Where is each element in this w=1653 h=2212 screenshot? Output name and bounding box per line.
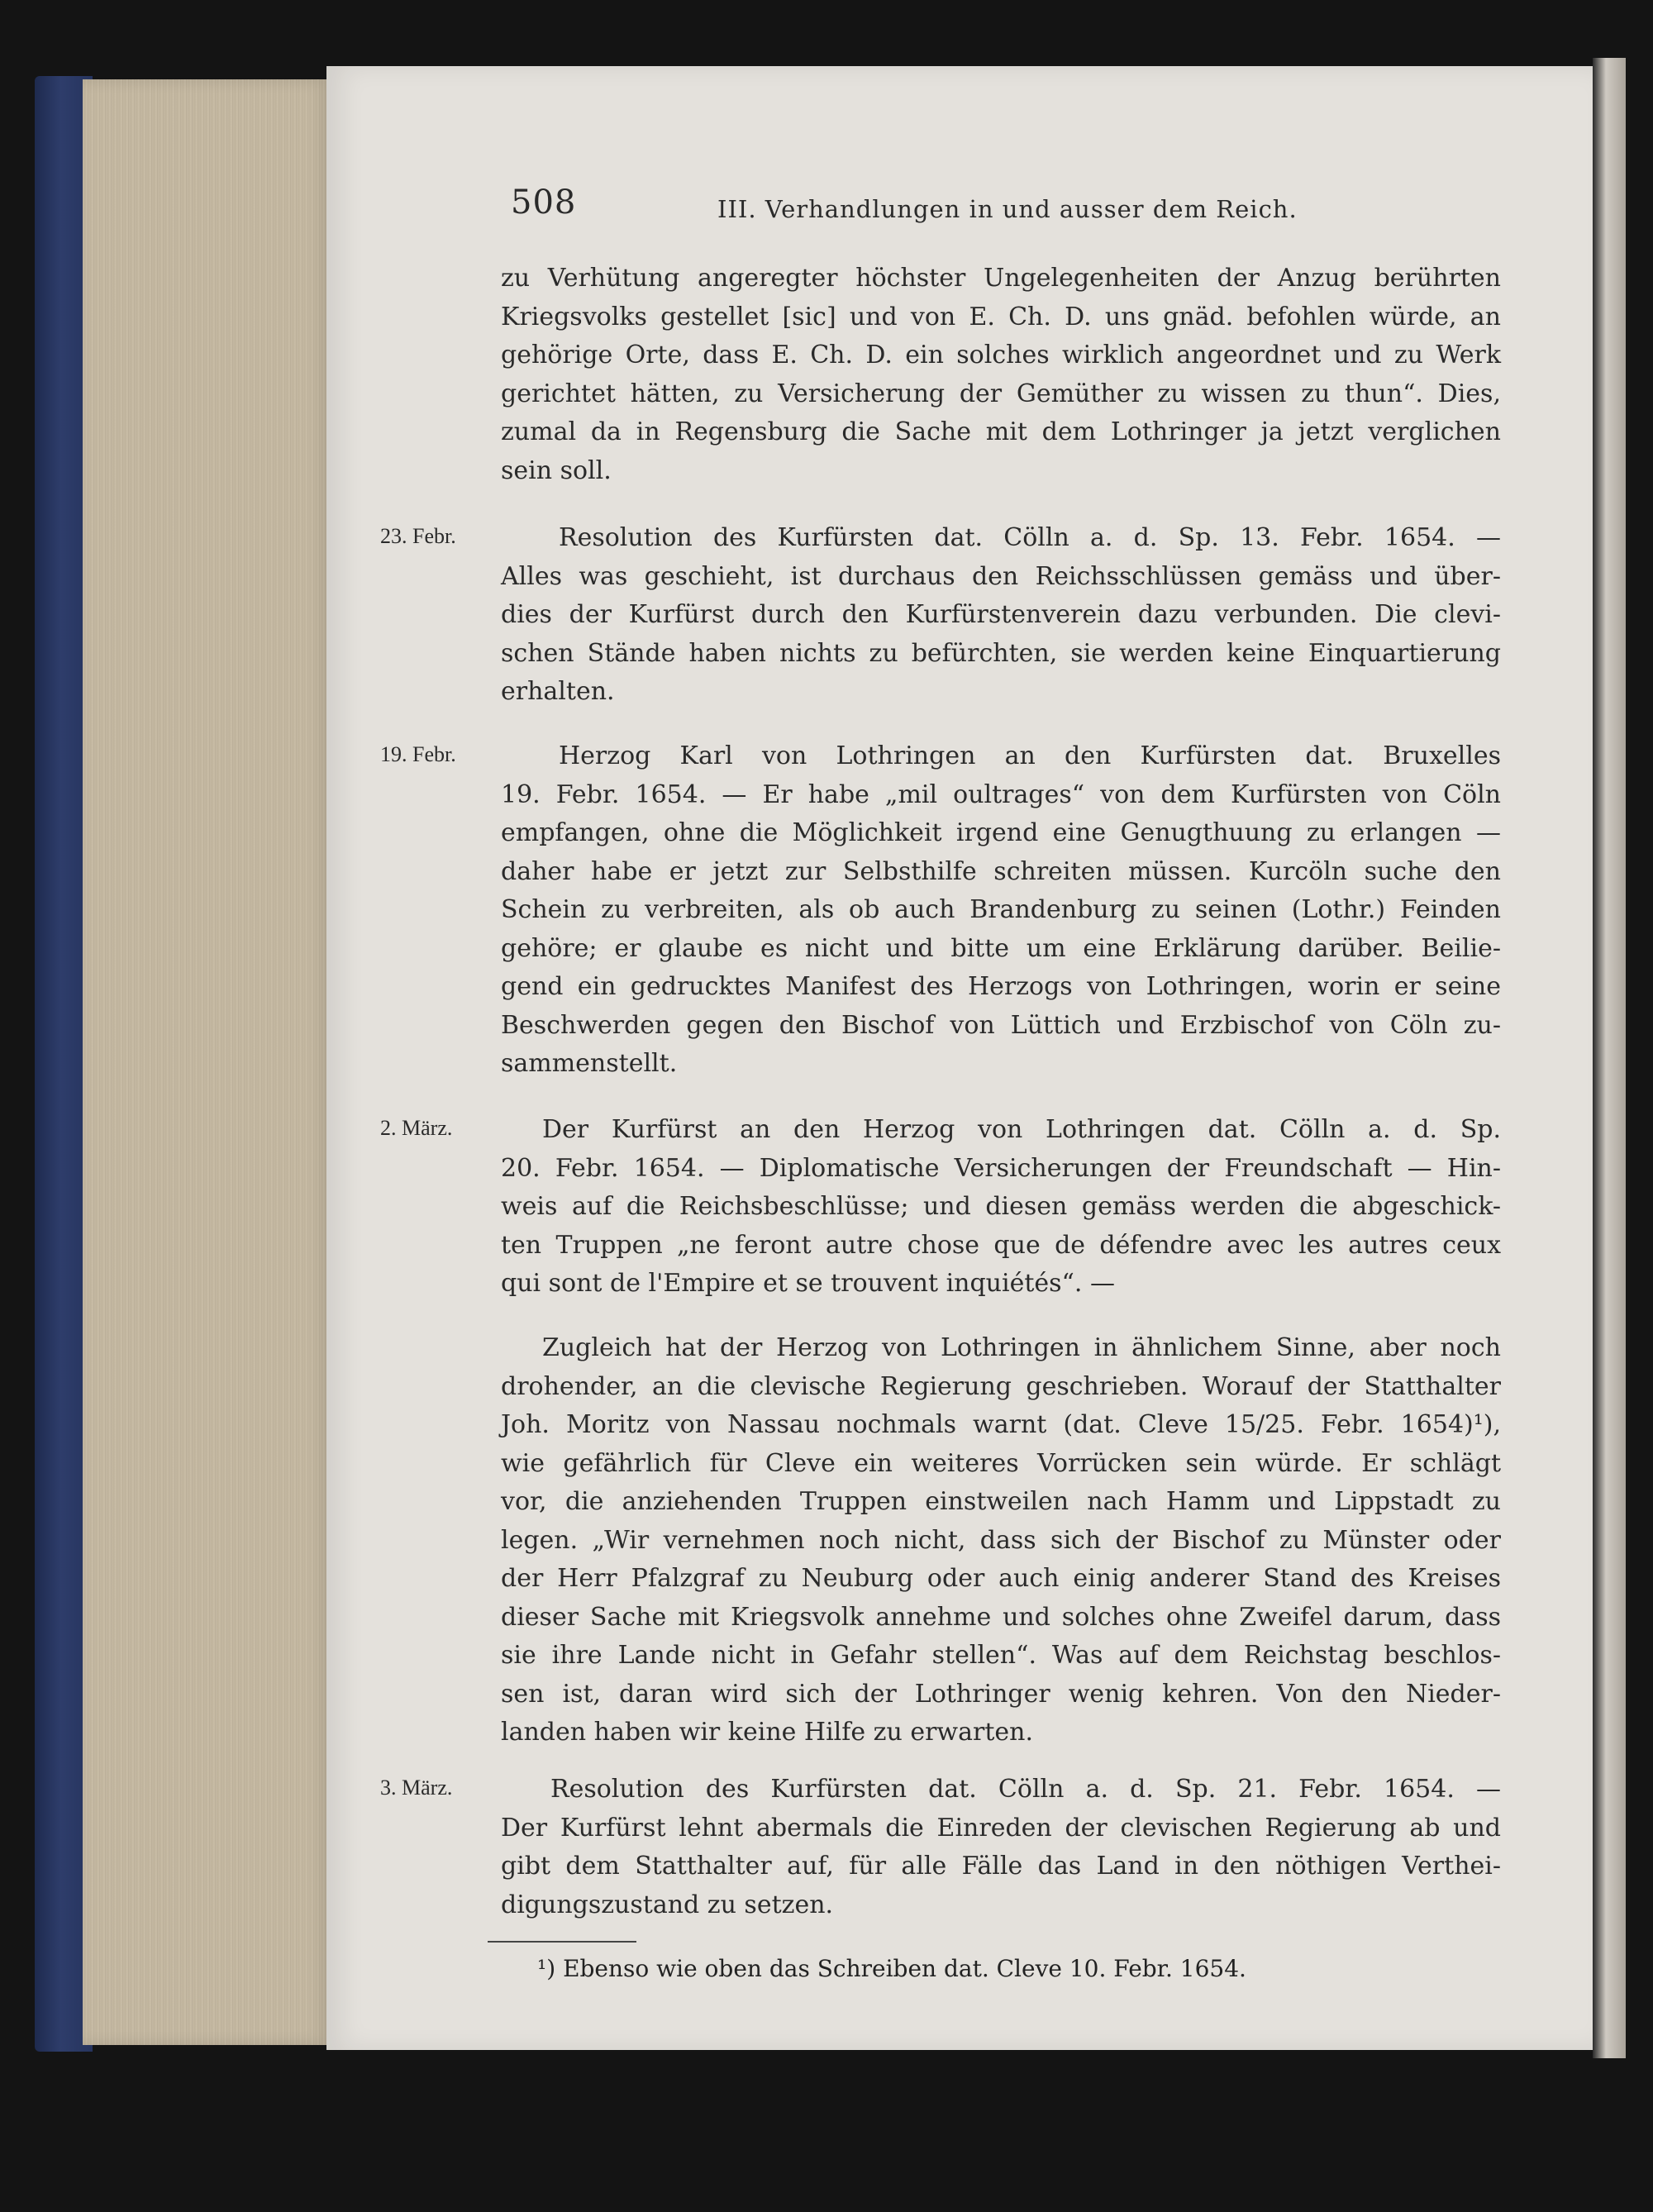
page-header <box>511 184 1337 233</box>
text-line: vor, die anziehenden Truppen einstweilen nach Hamm und Lippstadt zu <box>501 1487 1501 1516</box>
text-line: Resolution des Kurfürsten dat. Cölln a. d. Sp. 13. Febr. 1654. — <box>559 523 1501 552</box>
page-edges <box>83 79 331 2045</box>
text-line: dieser Sache mit Kriegsvolk annehme und solches ohne Zweifel darum, dass <box>501 1602 1501 1632</box>
footnote <box>537 1955 1246 1982</box>
entry-resolution-13-febr <box>501 519 1501 712</box>
entry-herzog-karl <box>501 737 1501 1084</box>
text-line: sammenstellt. <box>501 1049 678 1078</box>
footnote-text: Ebenso wie oben das Schreiben dat. Cleve 10. Febr. 1654. <box>563 1955 1246 1982</box>
footnote-rule <box>488 1941 636 1943</box>
text-line: gehöre; er glaube es nicht und bitte um eine Erklärung darüber. Beilie- <box>501 933 1501 963</box>
text-line: weis auf die Reichsbeschlüsse; und diesen gemäss werden die abgeschick- <box>501 1192 1501 1221</box>
margin-date: 2. März. <box>380 1116 453 1140</box>
entry-zugleich <box>501 1329 1501 1752</box>
text-line: dies der Kurfürst durch den Kurfürstenverein dazu verbunden. Die clevi- <box>501 600 1501 629</box>
entry-kurfuerst-an-herzog <box>501 1111 1501 1304</box>
text-line: Joh. Moritz von Nassau nochmals warnt (dat. Cleve 15/25. Febr. 1654)¹), <box>501 1410 1501 1439</box>
text-line: Kriegsvolks gestellet [sic] und von E. Ch. D. uns gnäd. befohlen würde, an <box>501 302 1501 331</box>
margin-date: 23. Febr. <box>380 524 456 548</box>
text-line: 20. Febr. 1654. — Diplomatische Versicherungen der Freundschaft — Hin- <box>501 1153 1501 1183</box>
margin-date: 3. März. <box>380 1776 453 1800</box>
text-line: Zugleich hat der Herzog von Lothringen in ähnlichem Sinne, aber noch <box>542 1333 1501 1362</box>
entry-continuation <box>501 260 1501 490</box>
text-line: erhalten. <box>501 677 615 706</box>
text-line: Beschwerden gegen den Bischof von Lüttich und Erzbischof von Cöln zu- <box>501 1010 1501 1040</box>
text-line: drohender, an die clevische Regierung geschrieben. Worauf der Statthalter <box>501 1371 1501 1401</box>
text-line: Schein zu verbreiten, als ob auch Brandenburg zu seinen (Lothr.) Feinden <box>501 895 1501 924</box>
text-line: landen haben wir keine Hilfe zu erwarten. <box>501 1718 1034 1747</box>
margin-date: 19. Febr. <box>380 742 456 766</box>
text-line: sein soll. <box>501 455 612 485</box>
text-line: Der Kurfürst an den Herzog von Lothringen dat. Cölln a. d. Sp. <box>542 1115 1501 1144</box>
text-line: sie ihre Lande nicht in Gefahr stellen“. Was auf dem Reichstag beschlos- <box>501 1641 1501 1670</box>
text-line: gend ein gedrucktes Manifest des Herzogs von Lothringen, worin er seine <box>501 972 1501 1001</box>
text-line: gerichtet hätten, zu Versicherung der Gemüther zu wissen zu thun“. Dies, <box>501 379 1501 408</box>
running-head: III. Verhandlungen in und ausser dem Reich. <box>717 195 1298 223</box>
text-line: legen. „Wir vernehmen noch nicht, dass sich der Bischof zu Münster oder <box>501 1525 1501 1555</box>
text-line: Alles was geschieht, ist durchaus den Reichsschlüssen gemäss und über- <box>501 561 1501 591</box>
text-line: der Herr Pfalzgraf zu Neuburg oder auch einig anderer Stand des Kreises <box>501 1564 1501 1593</box>
text-line: sen ist, daran wird sich der Lothringer wenig kehren. Von den Nieder- <box>501 1679 1501 1709</box>
footnote-marker: ¹) <box>537 1955 556 1982</box>
text-line: digungszustand zu setzen. <box>501 1890 834 1919</box>
page-number: 508 <box>511 184 577 222</box>
entry-resolution-21-febr <box>501 1771 1501 1924</box>
text-line: Der Kurfürst lehnt abermals die Einreden der clevischen Regierung ab und <box>501 1813 1501 1843</box>
text-line: zumal da in Regensburg die Sache mit dem Lothringer ja jetzt verglichen <box>501 417 1501 446</box>
right-page-edge <box>1593 58 1626 2058</box>
text-line: gibt dem Statthalter auf, für alle Fälle das Land in den nöthigen Verthei- <box>501 1852 1501 1881</box>
text-line: ten Truppen „ne feront autre chose que de défendre avec les autres ceux <box>501 1230 1501 1260</box>
text-line: gehörige Orte, dass E. Ch. D. ein solches wirklich angeordnet und zu Werk <box>501 341 1501 369</box>
text-line: daher habe er jetzt zur Selbsthilfe schreiten müssen. Kurcöln suche den <box>501 856 1501 886</box>
text-line: schen Stände haben nichts zu befürchten, sie werden keine Einquartierung <box>501 638 1501 668</box>
text-line: qui sont de l'Empire et se trouvent inquiétés“. — <box>501 1269 1115 1298</box>
text-line: 19. Febr. 1654. — Er habe „mil oultrages“ von dem Kurfürsten von Cöln <box>501 779 1501 809</box>
text-line: empfangen, ohne die Möglichkeit irgend eine Genugthuung zu erlangen — <box>501 818 1501 847</box>
text-line: wie gefährlich für Cleve ein weiteres Vorrücken sein würde. Er schlägt <box>501 1448 1501 1478</box>
text-line: Resolution des Kurfürsten dat. Cölln a. d. Sp. 21. Febr. 1654. — <box>550 1775 1501 1804</box>
text-line: Herzog Karl von Lothringen an den Kurfürsten dat. Bruxelles <box>559 741 1501 770</box>
text-line: zu Verhütung angeregter höchster Ungelegenheiten der Anzug berührten <box>501 264 1501 293</box>
